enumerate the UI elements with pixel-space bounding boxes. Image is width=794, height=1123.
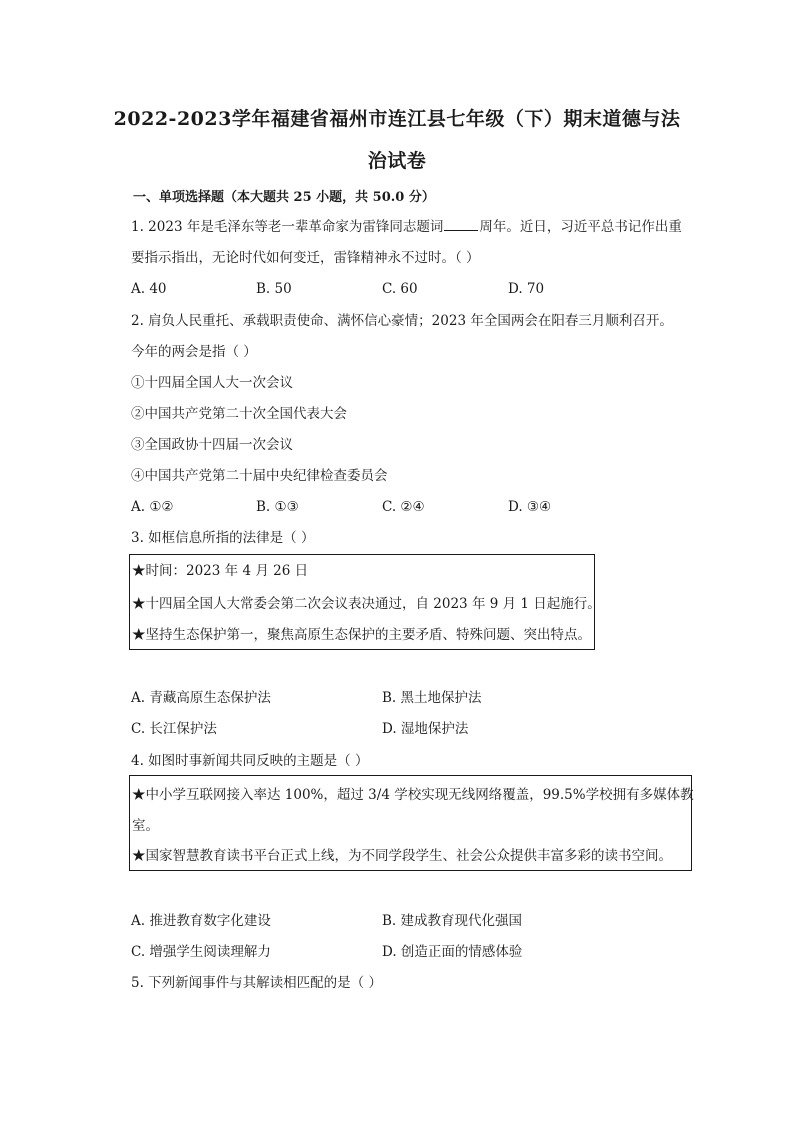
q4-option-d: D. 创造正面的情感体验 (382, 944, 523, 960)
q3-option-a: A. 青藏高原生态保护法 (131, 690, 271, 706)
q3-box-line-2: ★十四届全国人大常委会第二次会议表决通过，自 2023 年 9 月 1 日起施行。 (132, 596, 601, 612)
q2-option-d: D. ③④ (508, 499, 552, 515)
section-heading: 一、单项选择题（本大题共 25 小题，共 50.0 分） (133, 190, 435, 205)
q4-option-a: A. 推进教育数字化建设 (131, 913, 271, 929)
q4-option-b: B. 建成教育现代化强国 (382, 913, 523, 929)
q3-box-line-3: ★坚持生态保护第一，聚焦高原生态保护的主要矛盾、特殊问题、突出特点。 (132, 627, 591, 643)
q3-option-b: B. 黑土地保护法 (382, 690, 482, 706)
q1-option-a: A. 40 (131, 281, 167, 297)
q3-option-c: C. 长江保护法 (131, 721, 217, 737)
q3-option-d: D. 湿地保护法 (382, 721, 469, 737)
q2-option-b: B. ①③ (256, 499, 299, 515)
q1-option-d: D. 70 (508, 281, 545, 297)
q3-box-line-1: ★时间：2023 年 4 月 26 日 (132, 563, 309, 579)
q3-stem: 3. 如框信息所指的法律是（ ） (131, 530, 315, 546)
q4-option-c: C. 增强学生阅读理解力 (131, 944, 271, 960)
q5-stem: 5. 下列新闻事件与其解读相匹配的是（ ） (131, 975, 382, 991)
q4-box-line-3: ★国家智慧教育读书平台正式上线，为不同学段学生、社会公众提供丰富多彩的读书空间。 (132, 848, 672, 864)
q4-info-box (129, 775, 692, 871)
q2-stem-line-2: 今年的两会是指（ ） (131, 344, 257, 360)
q4-box-line-2: 室。 (132, 818, 159, 834)
exam-title-line-1: 2022-2023学年福建省福州市连江县七年级（下）期末道德与法 (113, 108, 681, 130)
q2-item-4: ④中国共产党第二十届中央纪律检查委员会 (131, 468, 388, 484)
q1-stem-text-a: 1. 2023 年是毛泽东等老一辈革命家为雷锋同志题词 (131, 219, 444, 235)
q1-stem-line-2: 要指示指出，无论时代如何变迁，雷锋精神永不过时。（ ） (131, 250, 480, 266)
q2-item-1: ①十四届全国人大一次会议 (131, 375, 293, 391)
q1-option-c: C. 60 (382, 281, 418, 297)
q3-info-box (129, 554, 601, 650)
q2-item-2: ②中国共产党第二十次全国代表大会 (131, 406, 347, 422)
q1-option-b: B. 50 (256, 281, 292, 297)
q2-option-a: A. ①② (131, 499, 174, 515)
q4-box-line-1: ★中小学互联网接入率达 100%，超过 3/4 学校实现无线网络覆盖，99.5%学校拥有多媒体教 (132, 787, 694, 803)
q2-item-3: ③全国政协十四届一次会议 (131, 437, 293, 453)
q1-stem-line-1 (131, 218, 682, 236)
exam-title-line-2: 治试卷 (367, 150, 427, 172)
q4-stem: 4. 如图时事新闻共同反映的主题是（ ） (131, 753, 369, 769)
q2-stem-line-1: 2. 肩负人民重托、承载职责使命、满怀信心豪情；2023 年全国两会在阳春三月顺利召开。 (131, 313, 673, 329)
q2-option-c: C. ②④ (382, 499, 425, 515)
q1-answer-blank (444, 218, 478, 231)
q1-stem-text-b: 周年。近日，习近平总书记作出重 (479, 219, 682, 235)
